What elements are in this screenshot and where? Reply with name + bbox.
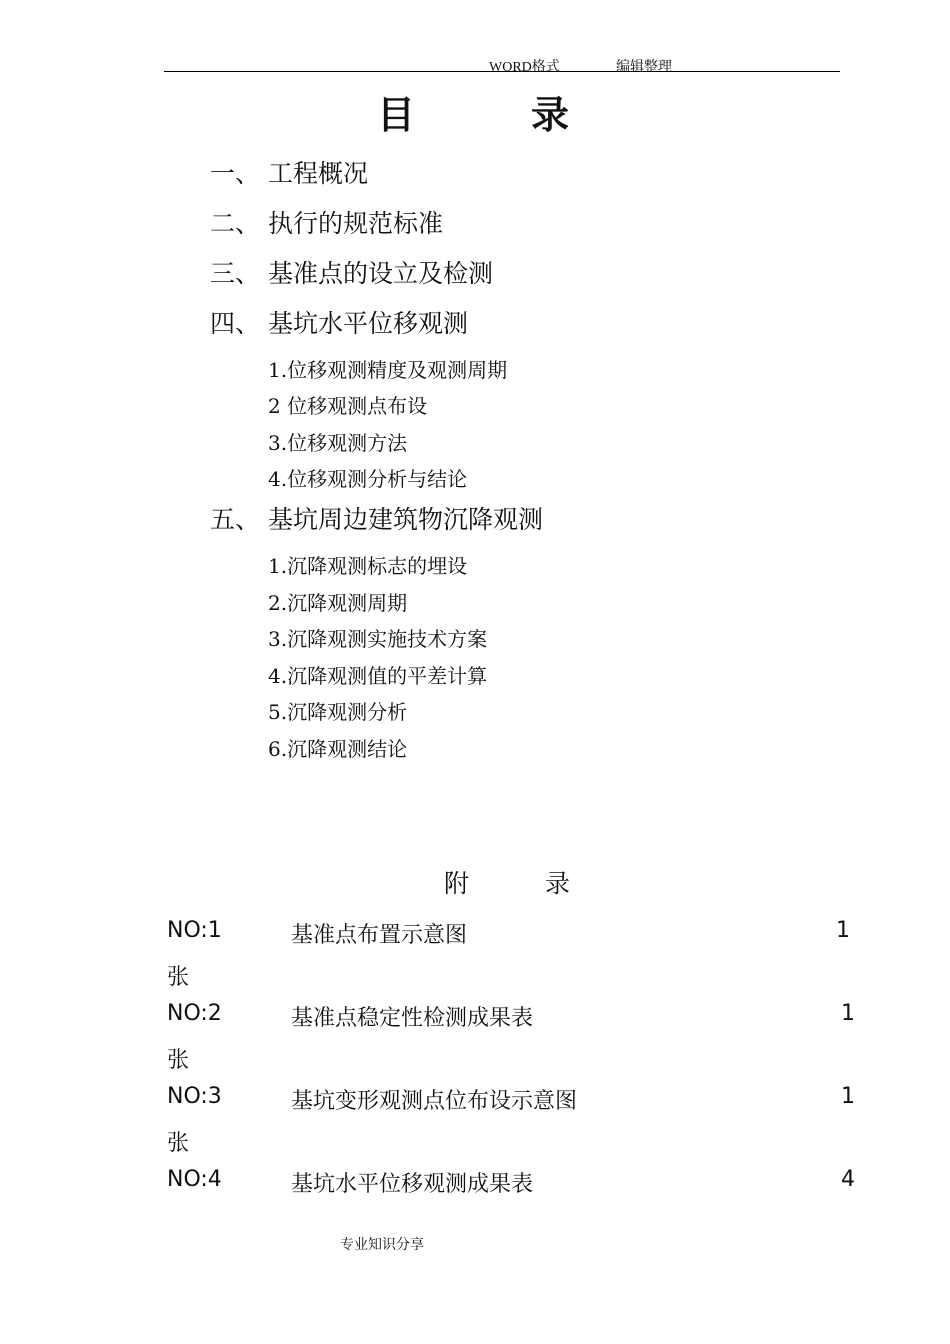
appendix-row-count: 1: [841, 1001, 855, 1026]
toc-subitem: 4.沉降观测值的平差计算: [268, 664, 488, 688]
section-label: 基坑水平位移观测: [268, 309, 469, 338]
toc-subitem: 5.沉降观测分析: [268, 700, 408, 724]
appendix-row-name: 基准点布置示意图: [291, 923, 468, 948]
appendix-row-no: NO:3: [167, 1084, 222, 1109]
footer-text: 专业知识分享: [340, 1237, 424, 1253]
header-left-text: WORD格式: [489, 60, 560, 75]
toc-subitem: 2 位移观测点布设: [268, 394, 428, 418]
header-rule: [164, 71, 840, 72]
section-number: 三、: [210, 259, 261, 288]
toc-subitem: 3.位移观测方法: [268, 431, 408, 455]
appendix-title: [444, 864, 570, 900]
appendix-row-no: NO:2: [167, 1001, 222, 1026]
header-right-text: 编辑整理: [616, 60, 672, 75]
toc-section-1: [210, 154, 368, 190]
toc-section-4: [210, 304, 468, 340]
toc-subitem: 1.位移观测精度及观测周期: [268, 358, 508, 382]
section-label: 执行的规范标准: [268, 209, 444, 238]
appendix-row-unit: 张: [167, 1131, 190, 1156]
appendix-row-count: 4: [841, 1167, 855, 1192]
section-number: 五、: [210, 505, 261, 534]
appendix-row-name: 基准点稳定性检测成果表: [291, 1006, 534, 1031]
section-label: 基准点的设立及检测: [268, 259, 494, 288]
section-number: 二、: [210, 209, 261, 238]
appendix-row-count: 1: [836, 918, 850, 943]
toc-section-2: [210, 204, 443, 240]
toc-subitem: 4.位移观测分析与结论: [268, 467, 468, 491]
toc-title-char-2: 录: [531, 92, 574, 137]
appendix-row-no: NO:1: [167, 918, 222, 943]
toc-subitem: 3.沉降观测实施技术方案: [268, 627, 488, 651]
section-number: 一、: [210, 159, 261, 188]
toc-section-5: [210, 500, 543, 536]
section-label: 工程概况: [268, 159, 369, 188]
toc-subitem: 6.沉降观测结论: [268, 737, 408, 761]
appendix-row-name: 基坑变形观测点位布设示意图: [291, 1089, 578, 1114]
section-number: 四、: [210, 309, 261, 338]
appendix-title-char-2: 录: [545, 869, 571, 898]
appendix-row-unit: 张: [167, 1048, 190, 1073]
toc-title-char-1: 目: [376, 92, 419, 137]
toc-title: [0, 84, 950, 139]
appendix-title-char-1: 附: [444, 869, 470, 898]
appendix-row-no: NO:4: [167, 1167, 222, 1192]
toc-subitem: 1.沉降观测标志的埋设: [268, 554, 468, 578]
toc-section-3: [210, 254, 493, 290]
appendix-row-count: 1: [841, 1084, 855, 1109]
appendix-row-unit: 张: [167, 965, 190, 990]
appendix-row-name: 基坑水平位移观测成果表: [291, 1172, 534, 1197]
section-label: 基坑周边建筑物沉降观测: [268, 505, 544, 534]
toc-subitem: 2.沉降观测周期: [268, 591, 408, 615]
